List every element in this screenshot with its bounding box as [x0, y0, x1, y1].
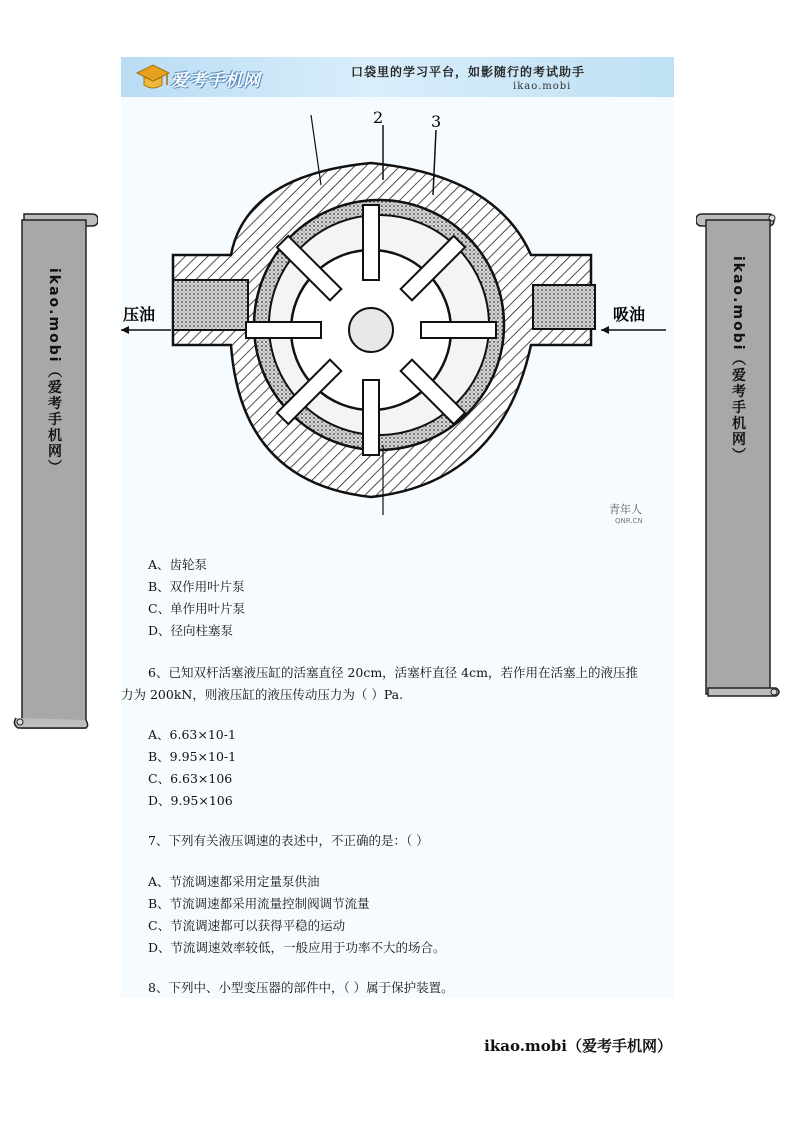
q6-stem-line2: 力为 200kN，则液压缸的液压传动压力为（ ）Pa. [121, 687, 404, 702]
right-scroll-banner [696, 208, 782, 700]
q5-option-c: C、单作用叶片泵 [148, 601, 246, 616]
site-url: ikao.mobi [513, 81, 572, 92]
slogan: 口袋里的学习平台，如影随行的考试助手 [351, 65, 586, 79]
watermark-cn: 青年人 [609, 503, 642, 516]
q6-option-d: D、9.95×106 [148, 793, 233, 808]
left-scroll-banner [12, 208, 98, 736]
graduation-cap-icon [135, 61, 171, 93]
content-panel [121, 97, 674, 998]
q5-option-b: B、双作用叶片泵 [148, 579, 245, 594]
q5-option-d: D、径向柱塞泵 [148, 623, 234, 638]
q7-option-d: D、节流调速效率较低，一般应用于功率不大的场合。 [148, 940, 446, 955]
q6-option-a: A、6.63×10-1 [148, 727, 236, 742]
q5-option-a: A、齿轮泵 [148, 557, 208, 572]
q6-option-c: C、6.63×106 [148, 771, 233, 786]
left-scroll-text: ikao.mobi（爱考手机网） [46, 268, 62, 476]
right-scroll-text: ikao.mobi（爱考手机网） [730, 256, 746, 464]
header-banner [121, 57, 674, 97]
q7-option-a: A、节流调速都采用定量泵供油 [148, 874, 320, 889]
pressure-port-label: 压油 [123, 305, 156, 324]
watermark-en: QNR.CN [615, 517, 643, 525]
logo: 爱考手机网 [171, 71, 261, 91]
footer-site-mark: ikao.mobi（爱考手机网） [484, 1037, 672, 1055]
label-3: 3 [431, 112, 442, 131]
vane-pump-figure [121, 105, 674, 525]
q7-option-c: C、节流调速都可以获得平稳的运动 [148, 918, 346, 933]
q6-option-b: B、9.95×10-1 [148, 749, 237, 764]
label-2: 2 [373, 108, 384, 127]
q7-option-b: B、节流调速都采用流量控制阀调节流量 [148, 896, 370, 911]
suction-port-label: 吸油 [613, 305, 646, 324]
q8-stem: 8、下列中、小型变压器的部件中，（ ）属于保护装置。 [148, 980, 454, 995]
q7-stem: 7、下列有关液压调速的表述中，不正确的是：（ ） [148, 833, 429, 848]
q6-stem-line1: 6、已知双杆活塞液压缸的活塞直径 20cm，活塞杆直径 4cm，若作用在活塞上的液压推 [148, 665, 638, 680]
